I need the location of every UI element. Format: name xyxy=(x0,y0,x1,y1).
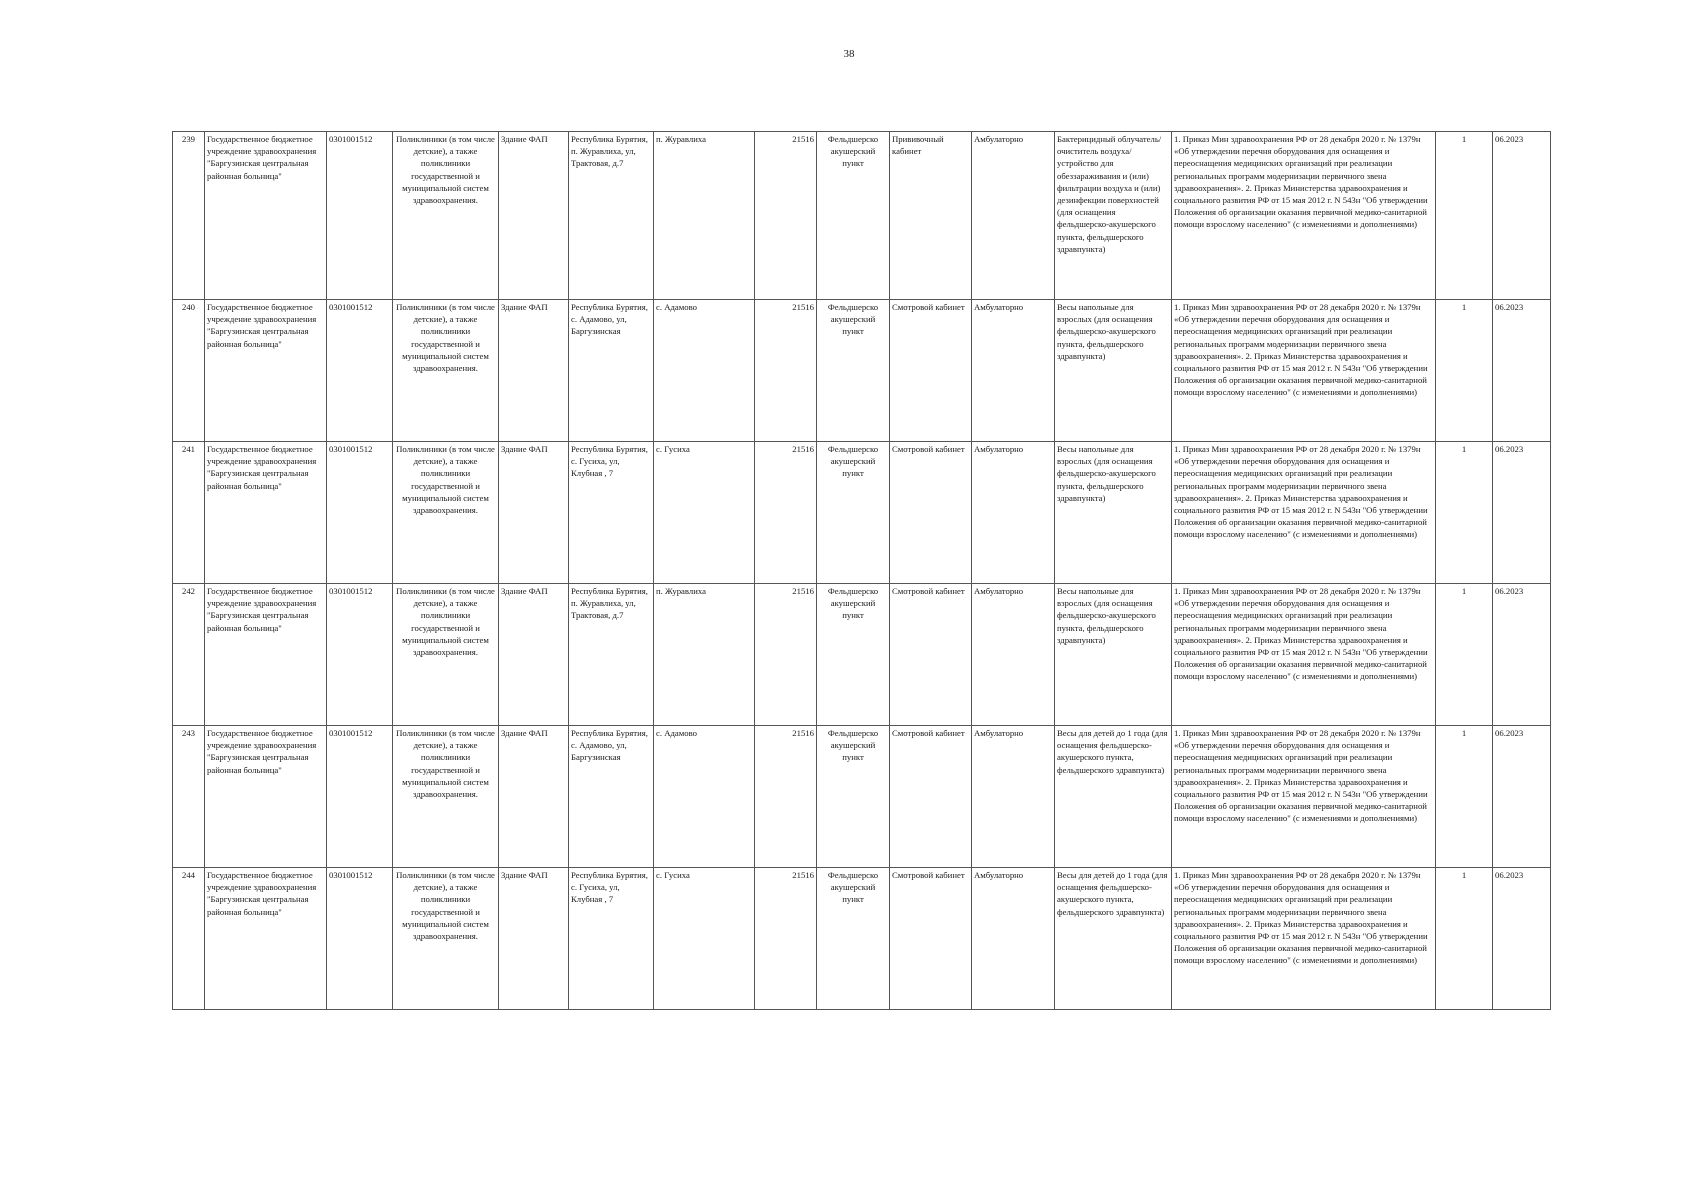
unit-code: 21516 xyxy=(755,300,817,442)
address: Республика Бурятия, п. Журавлиха, ул, Трактовая, д.7 xyxy=(569,132,654,300)
quantity: 1 xyxy=(1436,584,1493,726)
locality: с. Адамово xyxy=(654,726,755,868)
building: Здание ФАП xyxy=(499,132,569,300)
equipment-registry-table xyxy=(172,131,1551,1010)
equipment-name: Весы для детей до 1 года (для оснащения фельдшерско-акушерского пункта, фельдшерского здравпункта) xyxy=(1055,868,1172,1010)
locality: п. Журавлиха xyxy=(654,132,755,300)
row-number: 241 xyxy=(173,442,205,584)
equipment-name: Весы напольные для взрослых (для оснащения фельдшерско-акушерского пункта, фельдшерского здравпункта) xyxy=(1055,300,1172,442)
facility-type: Поликлиники (в том числе детские), а также поликлиники государственной и муниципальной систем здравоохранения. xyxy=(393,584,499,726)
kpp-code: 0301001512 xyxy=(327,132,393,300)
unit-code: 21516 xyxy=(755,726,817,868)
row-number: 242 xyxy=(173,584,205,726)
delivery-date: 06.2023 xyxy=(1493,132,1551,300)
room: Смотровой кабинет xyxy=(890,868,972,1010)
address: Республика Бурятия, п. Журавлиха, ул, Трактовая, д.7 xyxy=(569,584,654,726)
room: Смотровой кабинет xyxy=(890,300,972,442)
organization-name: Государственное бюджетное учреждение здравоохранения "Баргузинская центральная районная больница" xyxy=(205,584,327,726)
table-row xyxy=(173,132,1551,300)
unit-name: Фельдшерско акушерский пункт xyxy=(817,442,890,584)
legal-basis: 1. Приказ Мин здравоохранения РФ от 28 декабря 2020 г. № 1379н «Об утверждении перечня оборудования для оснащения и переоснащения медицинских организаций при реализации региональных программ модернизации первичного звена здравоохранения». 2. Приказ Министерства здравоохранения и социального развития РФ от 15 мая 2012 г. N 543н "Об утверждении Положения об организации оказания первичной медико-санитарной помощи взрослому населению" (с изменениями и дополнениями) xyxy=(1172,584,1436,726)
quantity: 1 xyxy=(1436,132,1493,300)
care-condition: Амбулаторно xyxy=(972,300,1055,442)
locality: п. Журавлиха xyxy=(654,584,755,726)
room: Смотровой кабинет xyxy=(890,726,972,868)
delivery-date: 06.2023 xyxy=(1493,868,1551,1010)
organization-name: Государственное бюджетное учреждение здравоохранения "Баргузинская центральная районная больница" xyxy=(205,442,327,584)
delivery-date: 06.2023 xyxy=(1493,726,1551,868)
locality: с. Гусиха xyxy=(654,442,755,584)
delivery-date: 06.2023 xyxy=(1493,584,1551,726)
address: Республика Бурятия, с. Гусиха, ул, Клубная , 7 xyxy=(569,442,654,584)
organization-name: Государственное бюджетное учреждение здравоохранения "Баргузинская центральная районная больница" xyxy=(205,132,327,300)
care-condition: Амбулаторно xyxy=(972,442,1055,584)
facility-type: Поликлиники (в том числе детские), а также поликлиники государственной и муниципальной систем здравоохранения. xyxy=(393,726,499,868)
row-number: 243 xyxy=(173,726,205,868)
equipment-name: Весы напольные для взрослых (для оснащения фельдшерско-акушерского пункта, фельдшерского здравпункта) xyxy=(1055,442,1172,584)
unit-code: 21516 xyxy=(755,132,817,300)
table-row xyxy=(173,726,1551,868)
organization-name: Государственное бюджетное учреждение здравоохранения "Баргузинская центральная районная больница" xyxy=(205,868,327,1010)
building: Здание ФАП xyxy=(499,726,569,868)
row-number: 240 xyxy=(173,300,205,442)
facility-type: Поликлиники (в том числе детские), а также поликлиники государственной и муниципальной систем здравоохранения. xyxy=(393,300,499,442)
address: Республика Бурятия, с. Гусиха, ул, Клубная , 7 xyxy=(569,868,654,1010)
quantity: 1 xyxy=(1436,442,1493,584)
row-number: 239 xyxy=(173,132,205,300)
table-row xyxy=(173,300,1551,442)
kpp-code: 0301001512 xyxy=(327,584,393,726)
organization-name: Государственное бюджетное учреждение здравоохранения "Баргузинская центральная районная больница" xyxy=(205,726,327,868)
quantity: 1 xyxy=(1436,726,1493,868)
locality: с. Гусиха xyxy=(654,868,755,1010)
facility-type: Поликлиники (в том числе детские), а также поликлиники государственной и муниципальной систем здравоохранения. xyxy=(393,442,499,584)
care-condition: Амбулаторно xyxy=(972,132,1055,300)
kpp-code: 0301001512 xyxy=(327,868,393,1010)
equipment-name: Весы для детей до 1 года (для оснащения фельдшерско-акушерского пункта, фельдшерского здравпункта) xyxy=(1055,726,1172,868)
unit-code: 21516 xyxy=(755,584,817,726)
page-number: 38 xyxy=(843,48,855,60)
building: Здание ФАП xyxy=(499,442,569,584)
unit-name: Фельдшерско акушерский пункт xyxy=(817,132,890,300)
building: Здание ФАП xyxy=(499,300,569,442)
room: Смотровой кабинет xyxy=(890,584,972,726)
delivery-date: 06.2023 xyxy=(1493,300,1551,442)
building: Здание ФАП xyxy=(499,584,569,726)
care-condition: Амбулаторно xyxy=(972,868,1055,1010)
quantity: 1 xyxy=(1436,868,1493,1010)
address: Республика Бурятия, с. Адамово, ул, Баргузинская xyxy=(569,300,654,442)
unit-code: 21516 xyxy=(755,868,817,1010)
care-condition: Амбулаторно xyxy=(972,726,1055,868)
room: Прививочный кабинет xyxy=(890,132,972,300)
kpp-code: 0301001512 xyxy=(327,442,393,584)
legal-basis: 1. Приказ Мин здравоохранения РФ от 28 декабря 2020 г. № 1379н «Об утверждении перечня оборудования для оснащения и переоснащения медицинских организаций при реализации региональных программ модернизации первичного звена здравоохранения». 2. Приказ Министерства здравоохранения и социального развития РФ от 15 мая 2012 г. N 543н "Об утверждении Положения об организации оказания первичной медико-санитарной помощи взрослому населению" (с изменениями и дополнениями) xyxy=(1172,442,1436,584)
row-number: 244 xyxy=(173,868,205,1010)
organization-name: Государственное бюджетное учреждение здравоохранения "Баргузинская центральная районная больница" xyxy=(205,300,327,442)
legal-basis: 1. Приказ Мин здравоохранения РФ от 28 декабря 2020 г. № 1379н «Об утверждении перечня оборудования для оснащения и переоснащения медицинских организаций при реализации региональных программ модернизации первичного звена здравоохранения». 2. Приказ Министерства здравоохранения и социального развития РФ от 15 мая 2012 г. N 543н "Об утверждении Положения об организации оказания первичной медико-санитарной помощи взрослому населению" (с изменениями и дополнениями) xyxy=(1172,132,1436,300)
legal-basis: 1. Приказ Мин здравоохранения РФ от 28 декабря 2020 г. № 1379н «Об утверждении перечня оборудования для оснащения и переоснащения медицинских организаций при реализации региональных программ модернизации первичного звена здравоохранения». 2. Приказ Министерства здравоохранения и социального развития РФ от 15 мая 2012 г. N 543н "Об утверждении Положения об организации оказания первичной медико-санитарной помощи взрослому населению" (с изменениями и дополнениями) xyxy=(1172,868,1436,1010)
locality: с. Адамово xyxy=(654,300,755,442)
kpp-code: 0301001512 xyxy=(327,300,393,442)
table-row xyxy=(173,868,1551,1010)
unit-name: Фельдшерско акушерский пункт xyxy=(817,584,890,726)
legal-basis: 1. Приказ Мин здравоохранения РФ от 28 декабря 2020 г. № 1379н «Об утверждении перечня оборудования для оснащения и переоснащения медицинских организаций при реализации региональных программ модернизации первичного звена здравоохранения». 2. Приказ Министерства здравоохранения и социального развития РФ от 15 мая 2012 г. N 543н "Об утверждении Положения об организации оказания первичной медико-санитарной помощи взрослому населению" (с изменениями и дополнениями) xyxy=(1172,300,1436,442)
table-row xyxy=(173,584,1551,726)
unit-code: 21516 xyxy=(755,442,817,584)
kpp-code: 0301001512 xyxy=(327,726,393,868)
address: Республика Бурятия, с. Адамово, ул, Баргузинская xyxy=(569,726,654,868)
room: Смотровой кабинет xyxy=(890,442,972,584)
quantity: 1 xyxy=(1436,300,1493,442)
building: Здание ФАП xyxy=(499,868,569,1010)
unit-name: Фельдшерско акушерский пункт xyxy=(817,300,890,442)
unit-name: Фельдшерско акушерский пункт xyxy=(817,868,890,1010)
table-row xyxy=(173,442,1551,584)
delivery-date: 06.2023 xyxy=(1493,442,1551,584)
equipment-name: Бактерицидный облучатель/очиститель воздуха/устройство для обеззараживания и (или) фильтрации воздуха и (или) дезинфекции поверхностей (для оснащения фельдшерско-акушерского пункта, фельдшерского здравпункта) xyxy=(1055,132,1172,300)
care-condition: Амбулаторно xyxy=(972,584,1055,726)
facility-type: Поликлиники (в том числе детские), а также поликлиники государственной и муниципальной систем здравоохранения. xyxy=(393,132,499,300)
facility-type: Поликлиники (в том числе детские), а также поликлиники государственной и муниципальной систем здравоохранения. xyxy=(393,868,499,1010)
legal-basis: 1. Приказ Мин здравоохранения РФ от 28 декабря 2020 г. № 1379н «Об утверждении перечня оборудования для оснащения и переоснащения медицинских организаций при реализации региональных программ модернизации первичного звена здравоохранения». 2. Приказ Министерства здравоохранения и социального развития РФ от 15 мая 2012 г. N 543н "Об утверждении Положения об организации оказания первичной медико-санитарной помощи взрослому населению" (с изменениями и дополнениями) xyxy=(1172,726,1436,868)
equipment-name: Весы напольные для взрослых (для оснащения фельдшерско-акушерского пункта, фельдшерского здравпункта) xyxy=(1055,584,1172,726)
unit-name: Фельдшерско акушерский пункт xyxy=(817,726,890,868)
